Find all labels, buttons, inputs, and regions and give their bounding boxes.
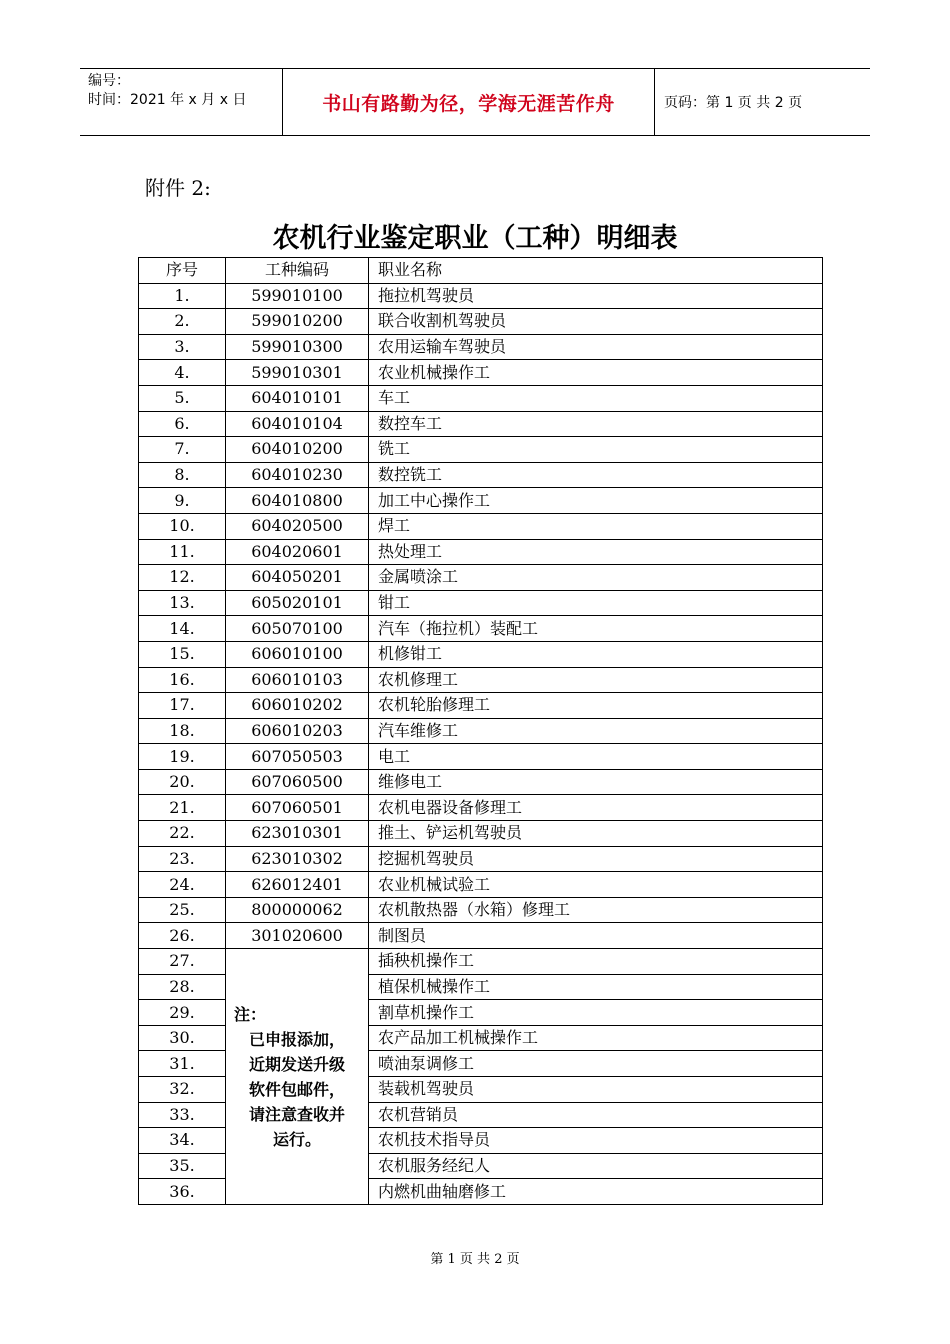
row-number: 23. <box>139 846 226 872</box>
row-occupation: 内燃机曲轴磨修工 <box>369 1179 823 1205</box>
header-cell-name: 职业名称 <box>369 258 823 284</box>
row-occupation: 数控铣工 <box>369 462 823 488</box>
row-number: 24. <box>139 872 226 898</box>
row-code: 606010203 <box>226 718 369 744</box>
row-occupation: 焊工 <box>369 513 823 539</box>
header-meta <box>88 72 246 110</box>
row-occupation: 电工 <box>369 744 823 770</box>
row-code: 606010100 <box>226 641 369 667</box>
row-number: 4. <box>139 360 226 386</box>
row-occupation: 农机电器设备修理工 <box>369 795 823 821</box>
row-occupation: 钳工 <box>369 590 823 616</box>
row-code: 604010230 <box>226 462 369 488</box>
header-cell-no: 序号 <box>139 258 226 284</box>
table-row <box>139 565 823 591</box>
row-number: 21. <box>139 795 226 821</box>
row-code: 623010302 <box>226 846 369 872</box>
row-number: 25. <box>139 897 226 923</box>
row-occupation: 联合收割机驾驶员 <box>369 309 823 335</box>
row-number: 18. <box>139 718 226 744</box>
row-occupation: 金属喷涂工 <box>369 565 823 591</box>
table-row <box>139 795 823 821</box>
row-occupation: 装载机驾驶员 <box>369 1077 823 1103</box>
table-row <box>139 667 823 693</box>
row-number: 13. <box>139 590 226 616</box>
table-row <box>139 923 823 949</box>
row-number: 11. <box>139 539 226 565</box>
occupation-table <box>138 257 823 1205</box>
row-number: 30. <box>139 1025 226 1051</box>
table-row <box>139 641 823 667</box>
row-occupation: 农机服务经纪人 <box>369 1153 823 1179</box>
row-code: 604010800 <box>226 488 369 514</box>
table-row <box>139 744 823 770</box>
row-number: 7. <box>139 437 226 463</box>
page-title: 农机行业鉴定职业（工种）明细表 <box>272 223 678 254</box>
row-code: 626012401 <box>226 872 369 898</box>
table-row <box>139 693 823 719</box>
row-occupation: 农机修理工 <box>369 667 823 693</box>
row-occupation: 农机轮胎修理工 <box>369 693 823 719</box>
note-line: 运行。 <box>272 1129 321 1149</box>
header-page-info: 页码：第 1 页 共 2 页 <box>664 95 803 111</box>
row-occupation: 铣工 <box>369 437 823 463</box>
row-occupation: 机修钳工 <box>369 641 823 667</box>
row-occupation: 推土、铲运机驾驶员 <box>369 821 823 847</box>
row-number: 15. <box>139 641 226 667</box>
table-row <box>139 846 823 872</box>
note-line: 软件包邮件， <box>248 1079 345 1099</box>
table-row <box>139 488 823 514</box>
row-number: 26. <box>139 923 226 949</box>
row-number: 2. <box>139 309 226 335</box>
row-number: 12. <box>139 565 226 591</box>
note-line: 近期发送升级 <box>248 1054 345 1074</box>
row-number: 9. <box>139 488 226 514</box>
row-number: 14. <box>139 616 226 642</box>
row-number: 8. <box>139 462 226 488</box>
row-number: 31. <box>139 1051 226 1077</box>
row-number: 10. <box>139 513 226 539</box>
row-number: 6. <box>139 411 226 437</box>
row-occupation: 植保机械操作工 <box>369 974 823 1000</box>
table-row <box>139 334 823 360</box>
row-code: 599010200 <box>226 309 369 335</box>
row-code: 800000062 <box>226 897 369 923</box>
row-number: 16. <box>139 667 226 693</box>
row-number: 34. <box>139 1128 226 1154</box>
row-occupation: 农业机械操作工 <box>369 360 823 386</box>
row-code: 607050503 <box>226 744 369 770</box>
table-row <box>139 718 823 744</box>
row-code: 604010200 <box>226 437 369 463</box>
header-cell-code: 工种编码 <box>226 258 369 284</box>
row-number: 19. <box>139 744 226 770</box>
row-number: 35. <box>139 1153 226 1179</box>
row-code: 599010301 <box>226 360 369 386</box>
table-row <box>139 897 823 923</box>
table-row <box>139 283 823 309</box>
table-row <box>139 309 823 335</box>
table-row <box>139 872 823 898</box>
row-code: 604020500 <box>226 513 369 539</box>
row-number: 17. <box>139 693 226 719</box>
row-code: 623010301 <box>226 821 369 847</box>
row-code: 604010101 <box>226 385 369 411</box>
row-number: 3. <box>139 334 226 360</box>
table-row <box>139 590 823 616</box>
note-label: 注： <box>234 1004 267 1024</box>
row-number: 20. <box>139 769 226 795</box>
table-row <box>139 437 823 463</box>
row-occupation: 汽车（拖拉机）装配工 <box>369 616 823 642</box>
table-row <box>139 462 823 488</box>
row-number: 22. <box>139 821 226 847</box>
table-row <box>139 411 823 437</box>
header-divider <box>654 69 655 135</box>
row-occupation: 插秧机操作工 <box>369 949 823 975</box>
row-occupation: 数控车工 <box>369 411 823 437</box>
row-code: 599010300 <box>226 334 369 360</box>
header-motto: 书山有路勤为径，学海无涯苦作舟 <box>322 92 615 115</box>
row-occupation: 农用运输车驾驶员 <box>369 334 823 360</box>
row-occupation: 农机营销员 <box>369 1102 823 1128</box>
row-code: 604010104 <box>226 411 369 437</box>
row-occupation: 加工中心操作工 <box>369 488 823 514</box>
table-row <box>139 385 823 411</box>
row-number: 36. <box>139 1179 226 1205</box>
row-code: 604020601 <box>226 539 369 565</box>
row-code: 607060500 <box>226 769 369 795</box>
row-occupation: 维修电工 <box>369 769 823 795</box>
page-footer: 第 1 页 共 2 页 <box>430 1252 520 1267</box>
row-occupation: 汽车维修工 <box>369 718 823 744</box>
table-header-row <box>139 258 823 284</box>
row-occupation: 农机散热器（水箱）修理工 <box>369 897 823 923</box>
row-occupation: 农机技术指导员 <box>369 1128 823 1154</box>
row-occupation: 车工 <box>369 385 823 411</box>
attachment-label: 附件 2: <box>145 176 211 200</box>
row-number: 32. <box>139 1077 226 1103</box>
note-line: 已申报添加， <box>248 1029 345 1049</box>
row-occupation: 热处理工 <box>369 539 823 565</box>
pending-note <box>226 949 369 1205</box>
row-code: 606010103 <box>226 667 369 693</box>
row-occupation: 制图员 <box>369 923 823 949</box>
row-number: 28. <box>139 974 226 1000</box>
table-row <box>139 539 823 565</box>
row-code: 607060501 <box>226 795 369 821</box>
document-header <box>80 68 870 136</box>
table-row <box>139 769 823 795</box>
row-number: 1. <box>139 283 226 309</box>
table-row <box>139 949 823 975</box>
table-row <box>139 360 823 386</box>
row-number: 5. <box>139 385 226 411</box>
row-code: 606010202 <box>226 693 369 719</box>
row-code: 599010100 <box>226 283 369 309</box>
row-occupation: 挖掘机驾驶员 <box>369 846 823 872</box>
row-number: 29. <box>139 1000 226 1026</box>
row-code: 301020600 <box>226 923 369 949</box>
row-number: 27. <box>139 949 226 975</box>
time-label: 时间：2021 年 x 月 x 日 <box>88 92 247 108</box>
row-occupation: 喷油泵调修工 <box>369 1051 823 1077</box>
table-row <box>139 513 823 539</box>
number-label: 编号： <box>88 73 130 89</box>
row-occupation: 割草机操作工 <box>369 1000 823 1026</box>
row-occupation: 拖拉机驾驶员 <box>369 283 823 309</box>
row-occupation: 农产品加工机械操作工 <box>369 1025 823 1051</box>
row-code: 605070100 <box>226 616 369 642</box>
table-row <box>139 821 823 847</box>
table-row <box>139 616 823 642</box>
row-occupation: 农业机械试验工 <box>369 872 823 898</box>
row-code: 604050201 <box>226 565 369 591</box>
row-code: 605020101 <box>226 590 369 616</box>
row-number: 33. <box>139 1102 226 1128</box>
note-line: 请注意查收并 <box>248 1104 345 1124</box>
